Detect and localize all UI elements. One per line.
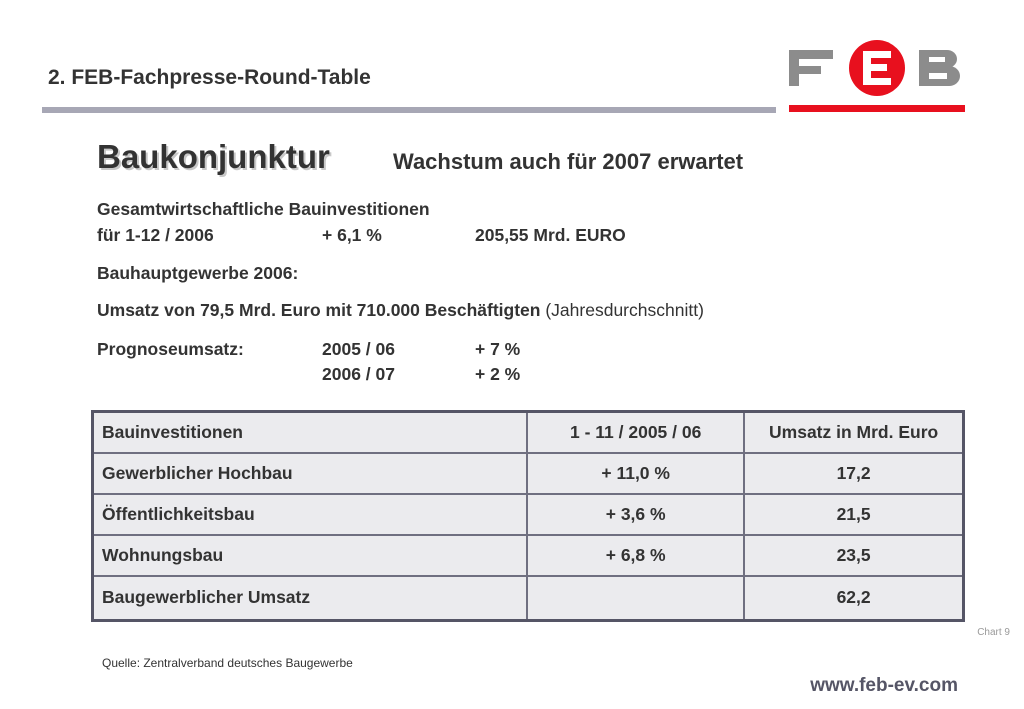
logo-letter-b xyxy=(919,50,960,86)
table-cell xyxy=(527,576,744,621)
table-cell: Gewerblicher Hochbau xyxy=(93,453,528,494)
section-subheading: Wachstum auch für 2007 erwartet xyxy=(393,149,744,174)
table-row xyxy=(93,453,964,494)
table-total-row xyxy=(93,576,964,621)
website-link[interactable]: www.feb-ev.com xyxy=(810,675,958,696)
revenue-note: (Jahresdurchschnitt) xyxy=(545,300,704,320)
forecast-period: 2005 / 06 xyxy=(322,339,395,359)
investment-amount: 205,55 Mrd. EURO xyxy=(475,225,626,245)
logo-letter-e xyxy=(863,51,891,85)
table-cell: Öffentlichkeitsbau xyxy=(93,494,528,535)
slide-number: Chart 9 xyxy=(977,627,1010,638)
investment-label: Gesamtwirtschaftliche Bauinvestitionen xyxy=(97,199,430,219)
forecast-period: 2006 / 07 xyxy=(322,364,395,384)
table-cell: Wohnungsbau xyxy=(93,535,528,576)
forecast-label: Prognoseumsatz: xyxy=(97,339,244,359)
page-title: 2. FEB-Fachpresse-Round-Table xyxy=(48,66,371,89)
table-cell: Baugewerblicher Umsatz xyxy=(93,576,528,621)
investment-growth: + 6,1 % xyxy=(322,225,382,245)
source-note: Quelle: Zentralverband deutsches Baugewerbe xyxy=(102,656,353,670)
revenue-line xyxy=(97,300,704,321)
table-cell: 17,2 xyxy=(744,453,963,494)
table-header-cell: Bauinvestitionen xyxy=(93,412,528,453)
table-header-cell: Umsatz in Mrd. Euro xyxy=(744,412,963,453)
table-row xyxy=(93,494,964,535)
table-row xyxy=(93,535,964,576)
section-heading: Baukonjunktur xyxy=(97,138,330,175)
table-cell: + 6,8 % xyxy=(527,535,744,576)
table-cell: + 11,0 % xyxy=(527,453,744,494)
table-cell: + 3,6 % xyxy=(527,494,744,535)
investment-period: für 1-12 / 2006 xyxy=(97,225,214,245)
table-cell: 23,5 xyxy=(744,535,963,576)
table-header-row xyxy=(93,412,964,453)
logo-letter-f xyxy=(789,50,833,86)
sector-label: Bauhauptgewerbe 2006: xyxy=(97,263,299,283)
table-cell: 21,5 xyxy=(744,494,963,535)
feb-logo xyxy=(787,36,967,114)
logo-underline xyxy=(789,105,965,112)
forecast-value: + 2 % xyxy=(475,364,521,384)
table-cell: 62,2 xyxy=(744,576,963,621)
investment-table xyxy=(91,410,965,622)
table-header-cell: 1 - 11 / 2005 / 06 xyxy=(527,412,744,453)
revenue-bold: Umsatz von 79,5 Mrd. Euro mit 710.000 Beschäftigten xyxy=(97,300,541,320)
forecast-value: + 7 % xyxy=(475,339,521,359)
header-rule xyxy=(42,107,776,113)
